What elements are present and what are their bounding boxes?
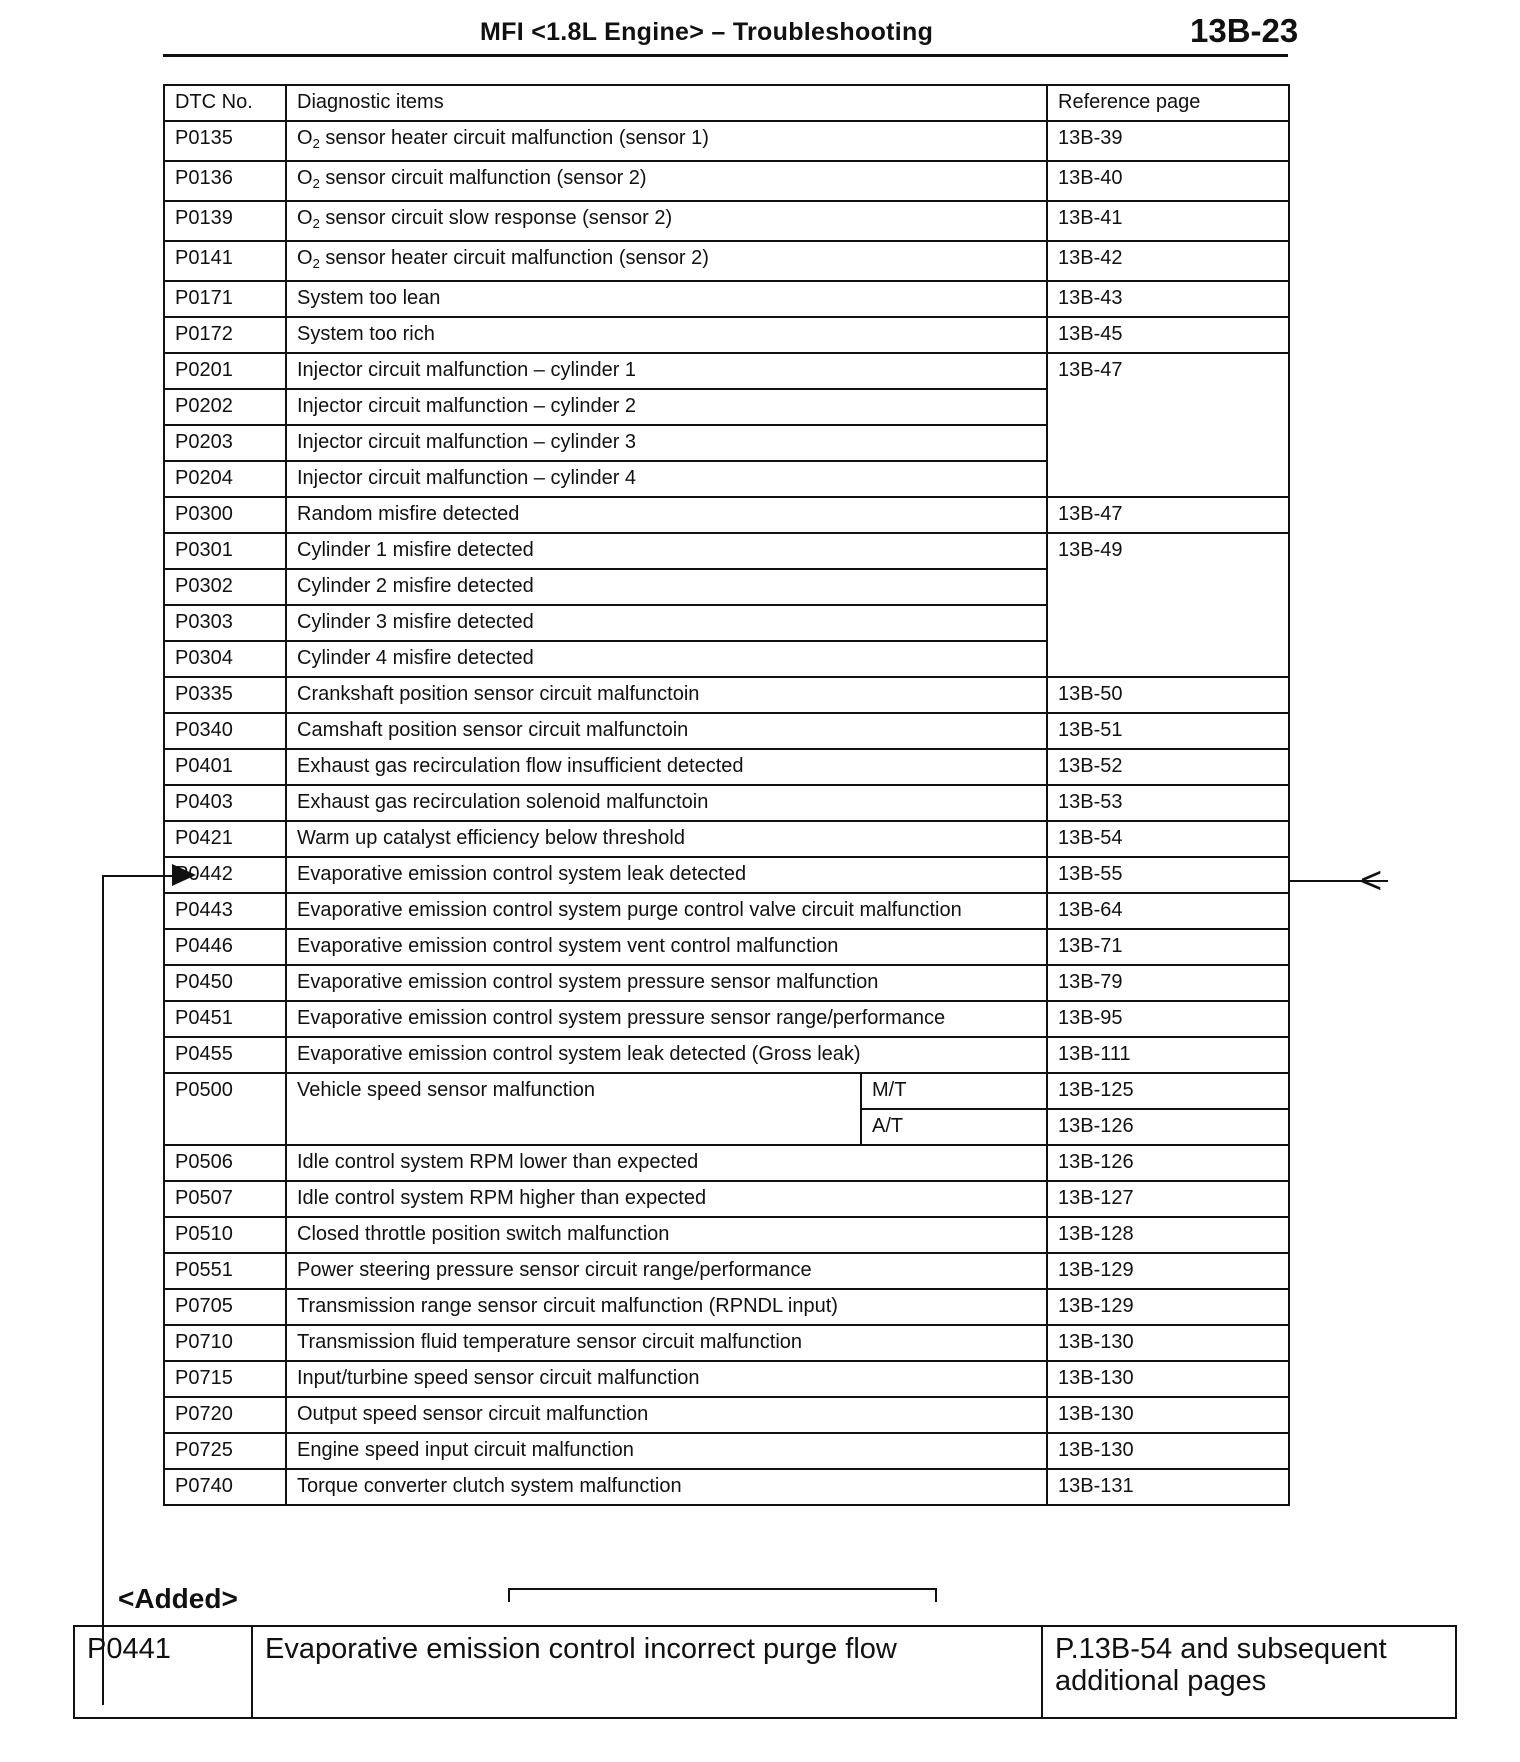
dtc-cell: P0139 bbox=[164, 201, 286, 241]
table-row bbox=[164, 1433, 1289, 1469]
transmission-type-cell: A/T bbox=[861, 1109, 1047, 1145]
table-row bbox=[164, 749, 1289, 785]
dtc-cell: P0335 bbox=[164, 677, 286, 713]
ref-cell: 13B-54 bbox=[1047, 821, 1289, 857]
ref-cell: 13B-39 bbox=[1047, 121, 1289, 161]
item-cell: Camshaft position sensor circuit malfunctoin bbox=[286, 713, 1047, 749]
ref-cell: 13B-127 bbox=[1047, 1181, 1289, 1217]
item-text: sensor heater circuit malfunction (sensor 2) bbox=[325, 247, 709, 269]
table-row bbox=[164, 1145, 1289, 1181]
ref-cell: 13B-47 bbox=[1047, 353, 1289, 497]
dtc-cell: P0421 bbox=[164, 821, 286, 857]
column-header-ref: Reference page bbox=[1047, 85, 1289, 121]
table-row bbox=[164, 893, 1289, 929]
bracket-mark bbox=[508, 1588, 937, 1602]
item-cell: Injector circuit malfunction – cylinder 3 bbox=[286, 425, 1047, 461]
added-ref-cell bbox=[1042, 1626, 1456, 1718]
dtc-cell: P0455 bbox=[164, 1037, 286, 1073]
ref-cell: 13B-126 bbox=[1047, 1109, 1289, 1145]
table-row bbox=[164, 353, 1289, 389]
table-row bbox=[164, 713, 1289, 749]
header-divider bbox=[163, 54, 1288, 57]
dtc-cell: P0340 bbox=[164, 713, 286, 749]
item-cell: Engine speed input circuit malfunction bbox=[286, 1433, 1047, 1469]
item-text: sensor circuit slow response (sensor 2) bbox=[325, 207, 673, 229]
table-row bbox=[164, 201, 1289, 241]
added-label: <Added> bbox=[118, 1583, 238, 1614]
item-cell: Idle control system RPM higher than expected bbox=[286, 1181, 1047, 1217]
ref-cell: 13B-53 bbox=[1047, 785, 1289, 821]
item-cell: Evaporative emission control system vent control malfunction bbox=[286, 929, 1047, 965]
dtc-cell: P0446 bbox=[164, 929, 286, 965]
table-row bbox=[164, 965, 1289, 1001]
ref-cell: 13B-125 bbox=[1047, 1073, 1289, 1109]
ref-cell: 13B-128 bbox=[1047, 1217, 1289, 1253]
added-ref-line: additional pages bbox=[1055, 1665, 1267, 1697]
dtc-cell: P0725 bbox=[164, 1433, 286, 1469]
dtc-cell: P0450 bbox=[164, 965, 286, 1001]
table-row bbox=[164, 821, 1289, 857]
item-cell: Vehicle speed sensor malfunction bbox=[286, 1073, 861, 1145]
ref-cell: 13B-40 bbox=[1047, 161, 1289, 201]
ref-cell: 13B-71 bbox=[1047, 929, 1289, 965]
item-cell: Injector circuit malfunction – cylinder 1 bbox=[286, 353, 1047, 389]
table-row bbox=[164, 317, 1289, 353]
item-cell: Exhaust gas recirculation flow insufficient detected bbox=[286, 749, 1047, 785]
item-cell: Torque converter clutch system malfunction bbox=[286, 1469, 1047, 1505]
table-row bbox=[164, 161, 1289, 201]
ref-cell: 13B-45 bbox=[1047, 317, 1289, 353]
item-cell: Warm up catalyst efficiency below threshold bbox=[286, 821, 1047, 857]
transmission-type-cell: M/T bbox=[861, 1073, 1047, 1109]
dtc-cell: P0451 bbox=[164, 1001, 286, 1037]
ref-cell: 13B-130 bbox=[1047, 1325, 1289, 1361]
added-row bbox=[74, 1626, 1456, 1718]
item-text: sensor heater circuit malfunction (sensor 1) bbox=[325, 127, 709, 149]
item-cell: Closed throttle position switch malfunction bbox=[286, 1217, 1047, 1253]
ref-cell: 13B-131 bbox=[1047, 1469, 1289, 1505]
table-row bbox=[164, 857, 1289, 893]
dtc-cell: P0171 bbox=[164, 281, 286, 317]
dtc-cell: P0202 bbox=[164, 389, 286, 425]
ref-cell: 13B-51 bbox=[1047, 713, 1289, 749]
item-cell: Evaporative emission control system leak detected (Gross leak) bbox=[286, 1037, 1047, 1073]
item-cell: Cylinder 3 misfire detected bbox=[286, 605, 1047, 641]
table-header-row bbox=[164, 85, 1289, 121]
item-cell: Output speed sensor circuit malfunction bbox=[286, 1397, 1047, 1433]
ref-cell: 13B-130 bbox=[1047, 1361, 1289, 1397]
ref-cell: 13B-130 bbox=[1047, 1397, 1289, 1433]
item-text: sensor circuit malfunction (sensor 2) bbox=[325, 167, 647, 189]
dtc-cell: P0300 bbox=[164, 497, 286, 533]
o2-subscript: 2 bbox=[312, 216, 320, 231]
item-cell: Evaporative emission control system leak detected bbox=[286, 857, 1047, 893]
item-cell: Idle control system RPM lower than expected bbox=[286, 1145, 1047, 1181]
item-cell: System too rich bbox=[286, 317, 1047, 353]
dtc-cell: P0442 bbox=[164, 857, 286, 893]
table-row bbox=[164, 785, 1289, 821]
dtc-cell: P0301 bbox=[164, 533, 286, 569]
table-row bbox=[164, 1073, 1289, 1109]
page-number: 13B-23 bbox=[1190, 12, 1299, 49]
o2-prefix: O bbox=[297, 207, 313, 229]
dtc-cell: P0705 bbox=[164, 1289, 286, 1325]
o2-prefix: O bbox=[297, 127, 313, 149]
table-row bbox=[164, 121, 1289, 161]
page-title: MFI <1.8L Engine> – Troubleshooting bbox=[480, 18, 934, 46]
ref-cell: 13B-52 bbox=[1047, 749, 1289, 785]
dtc-cell: P0303 bbox=[164, 605, 286, 641]
dtc-cell: P0136 bbox=[164, 161, 286, 201]
table-row bbox=[164, 533, 1289, 569]
dtc-cell: P0203 bbox=[164, 425, 286, 461]
dtc-cell: P0510 bbox=[164, 1217, 286, 1253]
added-dtc-cell: P0441 bbox=[74, 1626, 252, 1718]
table-row bbox=[164, 1361, 1289, 1397]
item-cell: Evaporative emission control system pressure sensor range/performance bbox=[286, 1001, 1047, 1037]
table-row bbox=[164, 1037, 1289, 1073]
item-cell: Crankshaft position sensor circuit malfunctoin bbox=[286, 677, 1047, 713]
table-row bbox=[164, 497, 1289, 533]
table-row bbox=[164, 929, 1289, 965]
item-cell: Injector circuit malfunction – cylinder 4 bbox=[286, 461, 1047, 497]
table-row bbox=[164, 241, 1289, 281]
dtc-cell: P0443 bbox=[164, 893, 286, 929]
ref-cell: 13B-47 bbox=[1047, 497, 1289, 533]
item-cell: System too lean bbox=[286, 281, 1047, 317]
dtc-cell: P0135 bbox=[164, 121, 286, 161]
item-cell: Exhaust gas recirculation solenoid malfunctoin bbox=[286, 785, 1047, 821]
column-header-dtc: DTC No. bbox=[164, 85, 286, 121]
item-cell bbox=[286, 121, 1047, 161]
table-row bbox=[164, 1217, 1289, 1253]
table-row bbox=[164, 1325, 1289, 1361]
o2-subscript: 2 bbox=[312, 176, 320, 191]
o2-subscript: 2 bbox=[312, 136, 320, 151]
dtc-cell: P0506 bbox=[164, 1145, 286, 1181]
item-cell: Power steering pressure sensor circuit range/performance bbox=[286, 1253, 1047, 1289]
table-row bbox=[164, 677, 1289, 713]
dtc-cell: P0500 bbox=[164, 1073, 286, 1145]
table-row bbox=[164, 1001, 1289, 1037]
dtc-cell: P0302 bbox=[164, 569, 286, 605]
insertion-arrow-icon bbox=[172, 864, 196, 886]
ref-cell: 13B-129 bbox=[1047, 1253, 1289, 1289]
dtc-cell: P0204 bbox=[164, 461, 286, 497]
ref-cell: 13B-64 bbox=[1047, 893, 1289, 929]
item-cell: Random misfire detected bbox=[286, 497, 1047, 533]
table-row bbox=[164, 1289, 1289, 1325]
dtc-cell: P0401 bbox=[164, 749, 286, 785]
item-cell bbox=[286, 241, 1047, 281]
insertion-connector-line bbox=[102, 875, 104, 1705]
dtc-cell: P0710 bbox=[164, 1325, 286, 1361]
table-row bbox=[164, 1181, 1289, 1217]
item-cell: Transmission fluid temperature sensor circuit malfunction bbox=[286, 1325, 1047, 1361]
item-cell bbox=[286, 161, 1047, 201]
item-cell: Input/turbine speed sensor circuit malfunction bbox=[286, 1361, 1047, 1397]
ref-cell: 13B-129 bbox=[1047, 1289, 1289, 1325]
ref-cell: 13B-79 bbox=[1047, 965, 1289, 1001]
ref-cell: 13B-42 bbox=[1047, 241, 1289, 281]
dtc-table bbox=[163, 84, 1290, 1506]
o2-prefix: O bbox=[297, 167, 313, 189]
item-cell bbox=[286, 201, 1047, 241]
insertion-connector-stub bbox=[102, 875, 182, 877]
table-row bbox=[164, 1253, 1289, 1289]
ref-cell: 13B-95 bbox=[1047, 1001, 1289, 1037]
ref-cell: 13B-55 bbox=[1047, 857, 1289, 893]
ref-cell: 13B-130 bbox=[1047, 1433, 1289, 1469]
dtc-cell: P0201 bbox=[164, 353, 286, 389]
ref-cell: 13B-50 bbox=[1047, 677, 1289, 713]
item-cell: Evaporative emission control system purge control valve circuit malfunction bbox=[286, 893, 1047, 929]
o2-subscript: 2 bbox=[312, 256, 320, 271]
dtc-cell: P0172 bbox=[164, 317, 286, 353]
ref-cell: 13B-41 bbox=[1047, 201, 1289, 241]
dtc-cell: P0740 bbox=[164, 1469, 286, 1505]
item-cell: Cylinder 1 misfire detected bbox=[286, 533, 1047, 569]
added-ref-line: P.13B-54 and subsequent bbox=[1055, 1633, 1387, 1665]
item-cell: Injector circuit malfunction – cylinder 2 bbox=[286, 389, 1047, 425]
dtc-cell: P0141 bbox=[164, 241, 286, 281]
dtc-cell: P0720 bbox=[164, 1397, 286, 1433]
dtc-cell: P0551 bbox=[164, 1253, 286, 1289]
dtc-cell: P0715 bbox=[164, 1361, 286, 1397]
table-row bbox=[164, 1397, 1289, 1433]
revision-marker-icon: < bbox=[1360, 860, 1383, 902]
dtc-cell: P0507 bbox=[164, 1181, 286, 1217]
added-table bbox=[73, 1625, 1457, 1719]
ref-cell: 13B-126 bbox=[1047, 1145, 1289, 1181]
dtc-cell: P0304 bbox=[164, 641, 286, 677]
dtc-cell: P0403 bbox=[164, 785, 286, 821]
item-cell: Transmission range sensor circuit malfunction (RPNDL input) bbox=[286, 1289, 1047, 1325]
column-header-item: Diagnostic items bbox=[286, 85, 1047, 121]
table-row bbox=[164, 1469, 1289, 1505]
ref-cell: 13B-43 bbox=[1047, 281, 1289, 317]
o2-prefix: O bbox=[297, 247, 313, 269]
ref-cell: 13B-111 bbox=[1047, 1037, 1289, 1073]
ref-cell: 13B-49 bbox=[1047, 533, 1289, 677]
item-cell: Cylinder 2 misfire detected bbox=[286, 569, 1047, 605]
added-item-cell: Evaporative emission control incorrect purge flow bbox=[252, 1626, 1042, 1718]
item-cell: Evaporative emission control system pressure sensor malfunction bbox=[286, 965, 1047, 1001]
item-cell: Cylinder 4 misfire detected bbox=[286, 641, 1047, 677]
table-row bbox=[164, 281, 1289, 317]
